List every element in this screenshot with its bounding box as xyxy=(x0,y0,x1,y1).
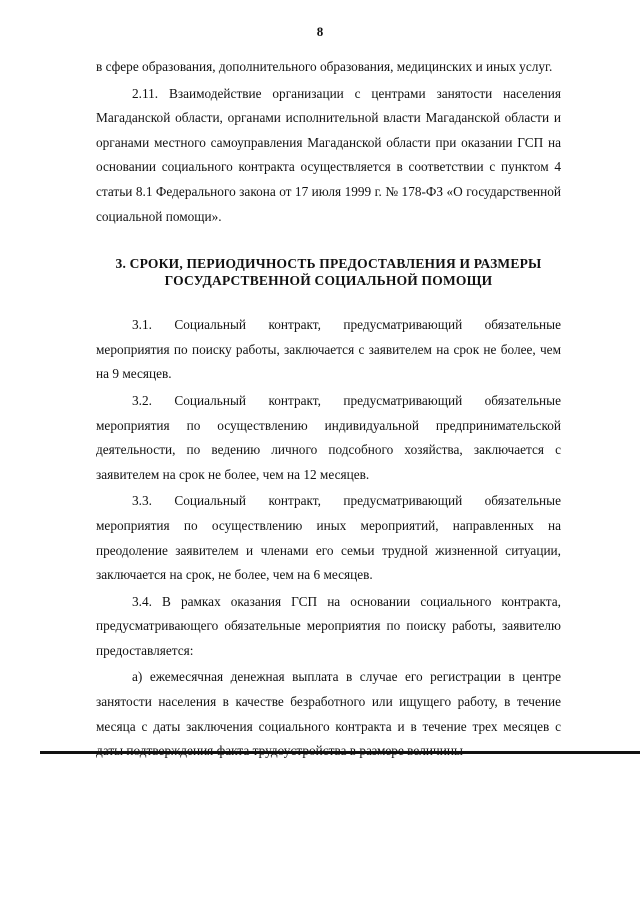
paragraph-3-3: 3.3. Социальный контракт, предусматривающий обязательные мероприятия по осуществлению иных мероприятий, направленных на преодоление заявителем и членами его семьи трудной жизненной ситуации, заключается на срок, не более, чем на 6 месяцев. xyxy=(96,493,561,583)
intro-continuation-paragraph: в сфере образования, дополнительного образования, медицинских и иных услуг. xyxy=(96,59,553,74)
paragraph-3-1: 3.1. Социальный контракт, предусматривающий обязательные мероприятия по поиску работы, заключается с заявителем на срок не более, чем на 9 месяцев. xyxy=(96,317,561,382)
page-number: 8 xyxy=(316,24,324,39)
document-body xyxy=(96,55,561,764)
section-heading xyxy=(96,255,561,289)
horizontal-rule xyxy=(40,751,640,754)
section-heading-line-2: ГОСУДАРСТВЕННОЙ СОЦИАЛЬНОЙ ПОМОЩИ xyxy=(164,273,493,289)
paragraph-3-2: 3.2. Социальный контракт, предусматривающий обязательные мероприятия по осуществлению индивидуальной предпринимательской деятельности, по ведению личного подсобного хозяйства, заключается с заявителем на срок не более, чем на 12 месяцев. xyxy=(96,392,561,482)
paragraph-3-4: 3.4. В рамках оказания ГСП на основании социального контракта, предусматривающего обязательные мероприятия по поиску работы, заявителю предоставляется: xyxy=(96,593,561,658)
section-heading-line-1: 3. СРОКИ, ПЕРИОДИЧНОСТЬ ПРЕДОСТАВЛЕНИЯ И РАЗМЕРЫ xyxy=(115,256,542,272)
paragraph-3-4-a: а) ежемесячная денежная выплата в случае его регистрации в центре занятости населения в качестве безработного или ищущего работу, в течение месяца с даты заключения социального контракта и в течение трех месяцев с xyxy=(96,669,561,734)
paragraph-2-11: 2.11. Взаимодействие организации с центрами занятости населения Магаданской области, органами исполнительной власти Магаданской области и органами местного самоуправления Магаданской области при оказании ГСП на основании социального контракта осуществляется в соответствии с пунктом 4 статьи 8.1 Федерального закона от 17 июля 1999 г. № 178-ФЗ «О государственной социальной помощи». xyxy=(96,85,561,224)
